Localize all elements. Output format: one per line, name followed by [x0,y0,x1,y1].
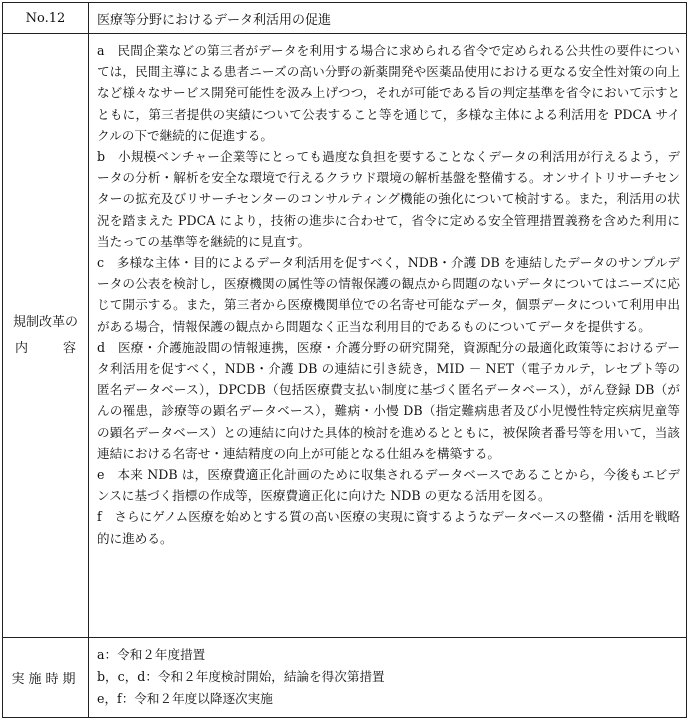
content-label-right: 容 [62,340,76,356]
paragraph-d: d 医療・介護施設間の情報連携，医療・介護分野の研究開発，資源配分の最適化政策等におけるデータ利活用を促すべく，NDB・介護 DB の連結に引き続き，MID － NET（電子カルテ，レセプト等の匿名データベース），DPCDB（包括医療費支払い制度に基づく匿名データベース），がん登録 DB（がんの罹患，診療等の顕名データベース），難病・小慢 DB（指定難病患者及び小児慢性特定疾病児童等の顕名データベース）との連結に向けた具体的検討を進めるとともに，被保険者番号等を用いて，当該連結における名寄せ・連結精度の向上が可能となる仕組みを構築する。 [97,339,680,461]
item-number: No.12 [3,3,89,34]
content-body [89,34,687,638]
content-row [3,34,687,638]
schedule-body [89,638,687,718]
schedule-item: b，c，d：令和２年度検討開始，結論を得次第措置 [97,669,385,684]
content-label-line2 [3,336,88,362]
header-row [3,3,687,34]
paragraph-c: c 多様な主体・目的によるデータ利活用を促すべく，NDB・介護 DB を連結したデータのサンプルデータの公表を検討し，医療機関の属性等の情報保護の観点から問題のないデータについてはニーズに応じて開示する。また，第三者から医療機関単位での名寄せ可能なデータ，個票データについて利用申出がある場合，情報保護の観点から問題なく正当な利用目的であるものについてデータを提供する。 [97,255,680,334]
paragraph-f: f さらにゲノム医療を始めとする質の高い医療の実現に資するようなデータベースの整備・活用を戦略的に進める。 [97,509,680,546]
content-label-line1: 規制改革の [12,314,78,330]
schedule-row [3,638,687,718]
schedule-label: 実施時期 [3,638,89,718]
paragraph-a: a 民間企業などの第三者がデータを利用する場合に求められる省令で定められる公共性の要件については，民間主導による患者ニーズの高い分野の新薬開発や医薬品使用における更なる安全性対策の向上など様々なサービス開発可能性を汲み上げつつ，それが可能である旨の判定基準を省令において示すとともに，第三者提供の実績について公表すること等を通じて，多様な主体による利活用を PDCA サイクルの下で継続的に促進する。 [97,43,680,143]
paragraph-b: b 小規模ベンチャー企業等にとっても過度な負担を要することなくデータの利活用が行えるよう，データの分析・解析を安全な環境で行えるクラウド環境の解析基盤を整備する。オンサイトリサーチセンターの拡充及びリサーチセンターのコンサルティング機能の強化について検討する。また，利活用の状況を踏まえた PDCA により，技術の進歩に合わせて，省令に定める安全管理措置義務を含めた利用に当たっての基準等を継続的に見直す。 [97,149,680,249]
schedule-item: e，f：令和２年度以降逐次実施 [97,691,273,706]
schedule-item: a：令和２年度措置 [97,647,206,662]
content-label-left: 内 [15,340,29,356]
item-title: 医療等分野におけるデータ利活用の促進 [89,3,687,34]
content-label [3,34,89,638]
paragraph-e: e 本来 NDB は，医療費適正化計画のために収集されるデータベースであることから，今後もエビデンスに基づく指標の作成等，医療費適正化に向けた NDB の更なる活用を図る。 [97,467,680,504]
regulation-reform-table [2,2,687,718]
